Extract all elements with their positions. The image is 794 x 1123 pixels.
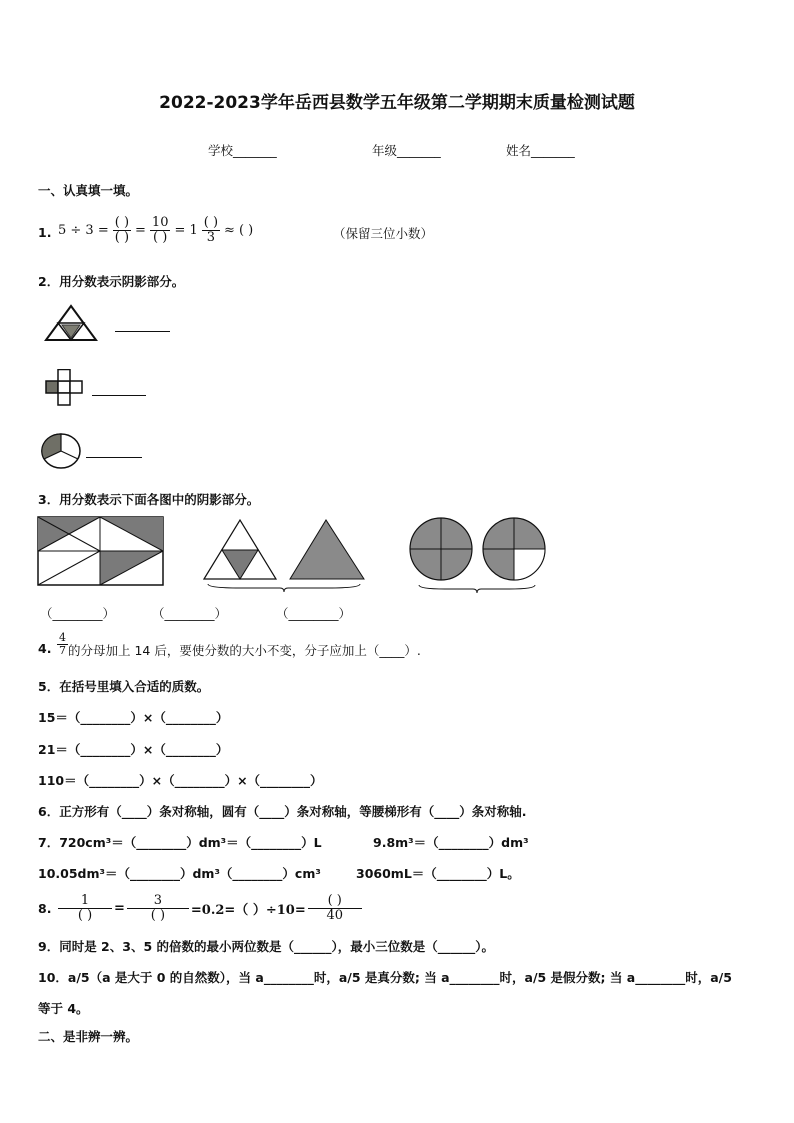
q6-text[interactable]: 6．正方形有（____）条对称轴，圆有（____）条对称轴，等腰梯形有（____）条对称轴. (38, 804, 527, 819)
q1-frac1-den[interactable]: ( ) (114, 229, 130, 245)
q8-frac3-den: 40 (326, 907, 343, 923)
q5-line-1[interactable]: 15＝（________）×（________） (38, 710, 229, 725)
q2-cross-figure (44, 369, 88, 407)
q5-line-2[interactable]: 21＝（________）×（________） (38, 742, 229, 757)
q8-eq1: = (114, 900, 125, 916)
q1-frac1-num[interactable]: ( ) (114, 214, 130, 230)
q7-line-1a[interactable]: 7．720cm³＝（________）dm³＝（________）L (38, 835, 322, 850)
q1-frac-2 (150, 216, 171, 244)
q10-line-1[interactable]: 10．a/5（a 是大于 0 的自然数），当 a________时，a/5 是真分数; 当 a________时，a/5 是假分数; 当 a________时，a/5 (38, 970, 732, 985)
q1-approx-blank[interactable]: ( ) (238, 222, 254, 238)
section-1-heading: 一、认真填一填。 (38, 183, 139, 198)
q8-frac1-den[interactable]: ( ) (77, 907, 93, 923)
q8-frac-3 (308, 894, 362, 922)
q7-line-2b[interactable]: 3060mL＝（________）L。 (356, 866, 520, 881)
q1-eq-one: = 1 (174, 222, 198, 238)
q2-answer-line-1[interactable] (115, 331, 170, 332)
q2-answer-line-2[interactable] (92, 395, 146, 396)
q3-blank-1[interactable]: （________） (40, 606, 116, 621)
q1-frac-1 (113, 216, 131, 244)
q9-text[interactable]: 9．同时是 2、3、5 的倍数的最小两位数是（______），最小三位数是（______）。 (38, 939, 494, 954)
q1-frac3-num[interactable]: ( ) (203, 214, 219, 230)
q10-line-2: 等于 4。 (38, 1001, 89, 1016)
q7-line-1b[interactable]: 9.8m³＝（________）dm³ (373, 835, 529, 850)
q4-fraction (57, 632, 68, 656)
q2-pie-figure (40, 432, 84, 470)
q4-number: 4. (38, 641, 52, 656)
q8-frac2-den[interactable]: ( ) (150, 907, 166, 923)
q1-number: 1. (38, 225, 52, 240)
q8-mid[interactable]: =0.2=（ ）÷10= (190, 902, 306, 918)
q8-frac1-num: 1 (58, 894, 112, 909)
q3-blank-2[interactable]: （________） (152, 606, 228, 621)
q1-frac-3 (202, 216, 220, 244)
q2-triangle-figure (44, 303, 100, 343)
q8-frac-1 (58, 894, 112, 922)
q1-frac2-den[interactable]: ( ) (153, 229, 168, 245)
q8-frac2-num: 3 (127, 894, 189, 909)
q1-eq: = (135, 222, 146, 238)
name-field[interactable]: 姓名_______ (506, 143, 575, 158)
q7-line-2a[interactable]: 10.05dm³＝（________）dm³（________）cm³ (38, 866, 321, 881)
q8-number: 8. (38, 901, 52, 916)
q5-text: 5．在括号里填入合适的质数。 (38, 679, 210, 694)
q4-frac-den: 7 (59, 643, 66, 657)
q1-note: （保留三位小数） (333, 226, 434, 241)
grade-field[interactable]: 年级_______ (372, 143, 441, 158)
q1-expr-left: 5 ÷ 3 = (58, 222, 109, 238)
q1-expression (58, 208, 253, 252)
q1-frac2-num: 10 (151, 214, 169, 230)
q8-frac-2 (127, 894, 189, 922)
school-field[interactable]: 学校_______ (208, 143, 277, 158)
q2-text: 2．用分数表示阴影部分。 (38, 274, 185, 289)
q3-rectangle-figure (37, 516, 165, 588)
q3-text: 3．用分数表示下面各图中的阴影部分。 (38, 492, 260, 507)
q3-triangles-figure (200, 516, 370, 596)
q4-text: 的分母加上 14 后，要使分数的大小不变，分子应加上（____）. (68, 643, 421, 658)
q1-frac3-den: 3 (206, 229, 216, 245)
page-title: 2022-2023学年岳西县数学五年级第二学期期末质量检测试题 (159, 93, 635, 113)
q8-frac3-num[interactable]: ( ) (308, 894, 362, 909)
q3-circles-figure (405, 514, 551, 596)
q2-answer-line-3[interactable] (86, 457, 142, 458)
q5-line-3[interactable]: 110＝（________）×（________）×（________） (38, 773, 323, 788)
section-2-heading: 二、是非辨一辨。 (38, 1029, 139, 1044)
q8-expression (58, 888, 362, 928)
q3-blank-3[interactable]: （________） (276, 606, 352, 621)
q1-approx: ≈ (224, 222, 235, 238)
q4-frac-num: 4 (59, 631, 66, 644)
